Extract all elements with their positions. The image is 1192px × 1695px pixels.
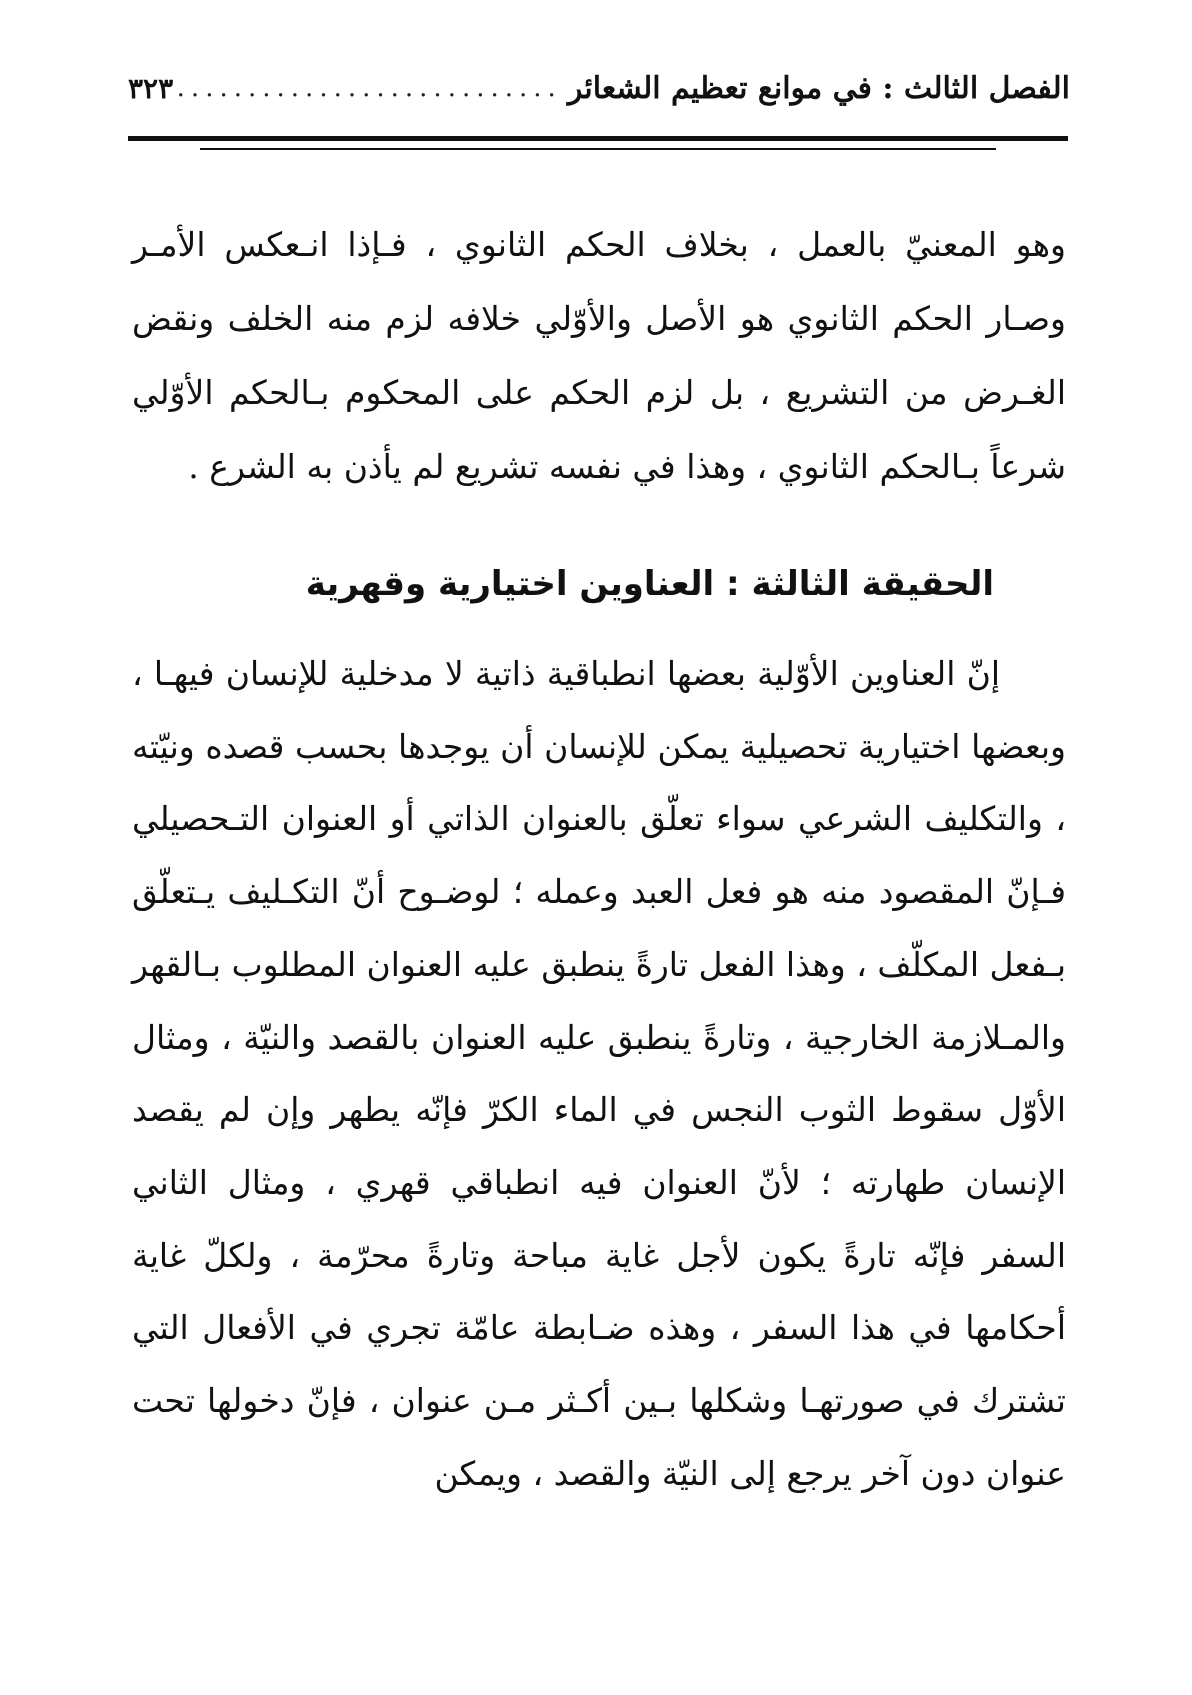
section-heading: الحقيقة الثالثة : العناوين اختيارية وقهرية	[305, 564, 994, 604]
header-rule-thick	[128, 136, 1068, 141]
leader-dots: ...........................	[176, 73, 562, 103]
body-paragraph-2-text: إنّ العناوين الأوّلية بعضها انطباقية ذاتية لا مدخلية للإنسان فيهـا ، وبعضها اختيارية تحصيلية يمكن للإنسان أن يوجدها بحسب قصده ونيّته ، والتكليف الشرعي سواء تعلّق بالعنوان الذاتي أو العنوان التـحصيلي فـإنّ المقصود منه هو فعل العبد وعمله ؛ لوضـوح أنّ التكـليف يـتعلّق بـفعل المكلّف ، وهذا الفعل تارةً ينطبق عليه العنوان المطلوب بـالقهر والمـلازمة الخارجية ، وتارةً ينطبق عليه العنوان بالقصد والنيّة ، ومثال الأوّل سقوط الثوب النجس في الماء الكرّ فإنّه يطهر وإن لم يقصد الإنسان طهارته ؛ لأنّ العنوان فيه انطباقي قهري ، ومثال الثاني السفر فإنّه تارةً يكون لأجل غاية مباحة وتارةً محرّمة ، ولكلّ غاية أحكامها في هذا السفر ، وهذه ضـابطة عامّة تجري في الأفعال التي تشترك في صورتهـا وشكلها بـين أكـثر مـن عنوان ، فإنّ دخولها تحت عنوان دون آخر يرجع إلى النيّة والقصد ، ويمكن	[132, 654, 1066, 1493]
body-paragraph-2	[132, 638, 1066, 1510]
header-rule-thin	[200, 148, 996, 150]
chapter-title: الفصل الثالث : في موانع تعظيم الشعائر	[567, 70, 1070, 106]
page-number: ٣٢٣	[128, 71, 174, 105]
body-paragraph-1: وهو المعنيّ بالعمل ، بخلاف الحكم الثانوي ، فـإذا انـعكس الأمـر وصـار الحكم الثانوي هو الأصل والأوّلي خلافه لزم منه الخلف ونقض الغـرض من التشريع ، بل لزم الحكم على المحكوم بـالحكم الأوّلي شرعاً بـالحكم الثانوي ، وهذا في نفسه تشريع لم يأذن به الشرع .	[132, 225, 1066, 486]
running-header	[128, 62, 1070, 114]
